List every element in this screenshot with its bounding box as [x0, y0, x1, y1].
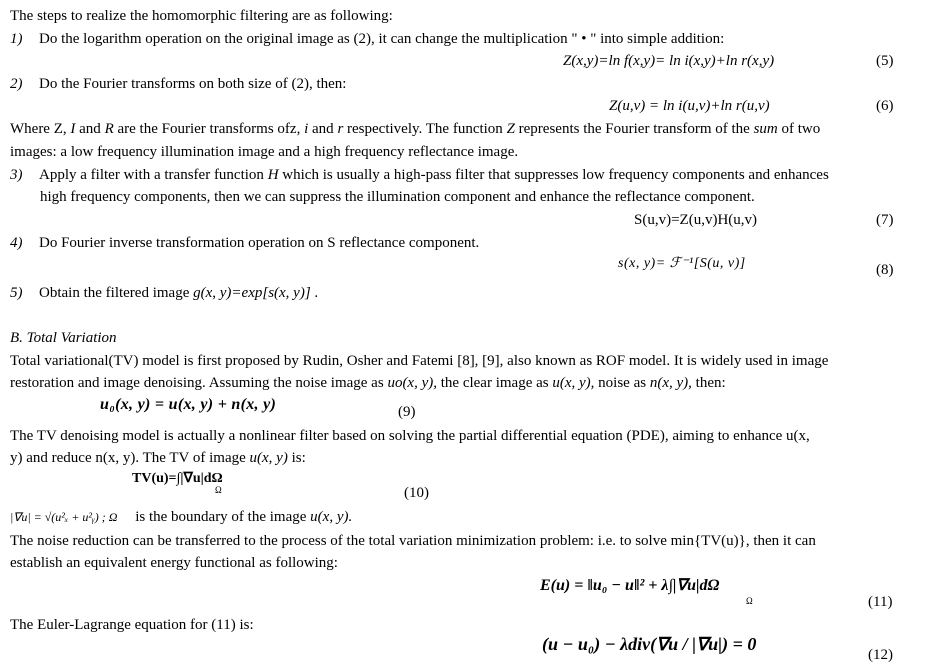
equation-11: E(u) = ‖u₀ − u‖² + λ∫|∇u|dΩ	[540, 577, 720, 594]
equation-11-label: (11)	[868, 594, 893, 610]
where-seg: are the Fourier transforms ofz,	[113, 121, 305, 137]
tv-seg: noise as	[594, 375, 650, 391]
tv-paragraph-1-line-2	[10, 373, 726, 393]
equation-7-label: (7)	[876, 212, 894, 228]
where-seg: and	[308, 121, 338, 137]
where-line-2: images: a low frequency illumination image and a high frequency reflectance image.	[10, 144, 519, 160]
step-2	[10, 74, 346, 94]
euler-lagrange-text: The Euler-Lagrange equation for (11) is:	[10, 617, 254, 633]
tv-paragraph-2-line-1: The TV denoising model is actually a nonlinear filter based on solving the partial differential equation (PDE), aiming to enhance u(x,	[10, 428, 810, 444]
equation-8: s(x, y)= ℱ⁻¹[S(u, v)]	[618, 256, 746, 271]
step-text: Do the Fourier transforms on both size of (2), then:	[39, 76, 347, 92]
equation-5: Z(x,y)=ln f(x,y)= ln i(x,y)+ln r(x,y)	[563, 53, 775, 69]
step-number: 1)	[10, 31, 23, 47]
where-seg: i	[304, 121, 309, 137]
step-text: Do the logarithm operation on the original image as (2), it can change the multiplication " • " into simple addition:	[39, 31, 725, 47]
where-seg: R	[104, 121, 114, 137]
tv-seg: u(x, y)	[249, 450, 288, 466]
step-4	[10, 233, 479, 253]
gradient-definition	[10, 507, 352, 527]
tv-seg: y) and reduce n(x, y). The TV of image	[10, 450, 250, 466]
step-text: Do Fourier inverse transformation operation on S reflectance component.	[39, 235, 480, 251]
step-5	[10, 283, 318, 303]
step-number: 4)	[10, 235, 23, 251]
tv-seg: n(x, y),	[649, 375, 692, 391]
step-text: H	[267, 167, 279, 183]
where-seg: represents the Fourier transform of the	[514, 121, 754, 137]
equation-6	[609, 96, 770, 116]
where-seg: respectively. The function	[343, 121, 507, 137]
where-seg: of two	[777, 121, 821, 137]
equation-12: (u − u₀) − λdiv(∇u / |∇u|) = 0	[542, 634, 757, 654]
equation-6-expr: Z(u,v) = ln i(u,v)+ln r(u,v)	[609, 98, 770, 114]
tv-seg: is:	[287, 450, 306, 466]
tv-seg: the clear image as	[437, 375, 553, 391]
tv-seg: then:	[691, 375, 726, 391]
step-text: Obtain the filtered image	[39, 285, 194, 301]
gradient-text: is the boundary of the image	[131, 509, 311, 525]
step-1	[10, 29, 724, 49]
tv-seg: restoration and image denoising. Assuming the noise image as	[10, 375, 388, 391]
step-3-line-2: high frequency components, then we can suppress the illumination component and enhance the reflectance component.	[40, 189, 755, 205]
equation-5-label: (5)	[876, 53, 894, 69]
section-heading: B. Total Variation	[10, 330, 117, 346]
where-seg: Z	[506, 121, 515, 137]
equation-7: S(u,v)=Z(u,v)H(u,v)	[634, 212, 758, 228]
equation-10	[132, 469, 223, 489]
where-seg: r	[337, 121, 344, 137]
tv-seg: uo(x, y),	[387, 375, 437, 391]
equation-11-omega: Ω	[746, 596, 753, 606]
gradient-text: u(x, y).	[310, 509, 353, 525]
where-seg: and	[75, 121, 105, 137]
where-line-1	[10, 119, 820, 139]
tv-paragraph-2-line-2	[10, 448, 306, 468]
equation-8-label: (8)	[876, 262, 894, 278]
intro-text: The steps to realize the homomorphic filtering are as following:	[10, 8, 393, 24]
step-text: which is usually a high-pass filter that suppresses low frequency components and enhances	[278, 167, 829, 183]
tv-paragraph-3-line-1: The noise reduction can be transferred to the process of the total variation minimization problem: i.e. to solve min{TV(u)}, then it can	[10, 533, 816, 549]
equation-12-label: (12)	[868, 647, 893, 663]
equation-6-label: (6)	[876, 98, 894, 114]
tv-seg: u(x, y),	[552, 375, 595, 391]
equation-10-label: (10)	[404, 485, 429, 501]
step-text: .	[310, 285, 319, 301]
tv-paragraph-3-line-2: establish an equivalent energy functional as following:	[10, 555, 338, 571]
where-seg: I	[70, 121, 76, 137]
gradient-formula: |∇u| = √(u²ₓ + u²ᵧ) ; Ω	[10, 510, 118, 524]
step-formula: g(x, y)=exp[s(x, y)]	[193, 285, 311, 301]
equation-9-label: (9)	[398, 404, 416, 420]
where-seg: sum	[753, 121, 778, 137]
equation-10-expr: TV(u)=∫|∇u|dΩ	[132, 471, 223, 486]
where-seg: Where Z,	[10, 121, 71, 137]
step-number: 3)	[10, 167, 23, 183]
tv-paragraph-1-line-1: Total variational(TV) model is first proposed by Rudin, Osher and Fatemi [8], [9], also known as ROF model. It is widely used in image	[10, 353, 829, 369]
equation-9: u₀(x, y) = u(x, y) + n(x, y)	[100, 396, 277, 413]
step-number: 5)	[10, 285, 23, 301]
equation-10-omega: Ω	[215, 485, 222, 495]
step-number: 2)	[10, 76, 23, 92]
step-text: Apply a filter with a transfer function	[39, 167, 268, 183]
step-3	[10, 165, 829, 185]
